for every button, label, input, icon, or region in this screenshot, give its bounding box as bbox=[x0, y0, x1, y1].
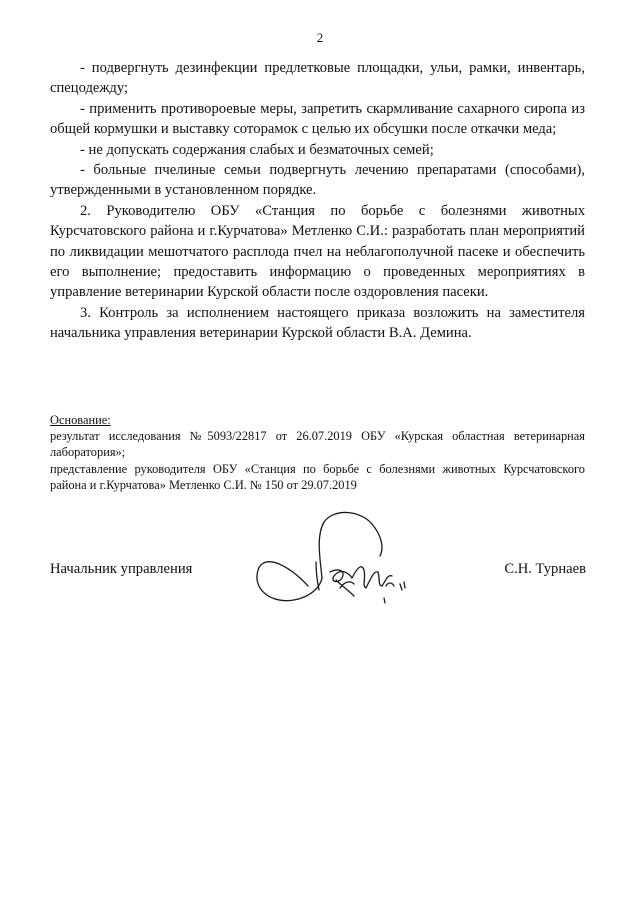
basis-line-lab-result: результат исследования №5093/22817 от 26.07.2019 ОБУ «Курская областная ветеринарная лаборатория»; bbox=[50, 429, 585, 460]
paragraph-weak-colonies: - не допускать содержания слабых и безматочных семей; bbox=[80, 141, 434, 158]
basis-line-station-report: представление руководителя ОБУ «Станция по борьбе с болезнями животных Курсчатовского района и г.Курчатова» Метленко С.И. № 150 от 29.07.2019 bbox=[50, 461, 585, 492]
signatory-title: Начальник управления bbox=[50, 561, 193, 577]
basis-section bbox=[50, 412, 585, 493]
paragraph-disinfection: - подвергнуть дезинфекции предлетковые площадки, ульи, рамки, инвентарь, спецодежду; bbox=[50, 60, 585, 97]
basis-heading: Основание: bbox=[50, 413, 111, 427]
paragraph-anti-swarm: - применить противороевые меры, запретить скармливание сахарного сиропа из общей кормушки и выставку сотoрамок с целью их обсушки после откачки меда; bbox=[50, 100, 585, 138]
handwritten-signature bbox=[250, 508, 420, 613]
document-body bbox=[50, 58, 585, 344]
paragraph-item-3: 3. Контроль за исполнением настоящего приказа возложить на заместителя начальника управления ветеринарии Курской области В.А. Демина. bbox=[50, 304, 585, 342]
page-number: 2 bbox=[316, 30, 324, 45]
paragraph-treatment: - больные пчелиные семьи подвергнуть лечению препаратами (способами), утвержденными в установленном порядке. bbox=[50, 162, 585, 199]
signatory-name: С.Н. Турнаев bbox=[504, 561, 586, 577]
paragraph-item-2: 2. Руководителю ОБУ «Станция по борьбе с болезнями животных Курсчатовского района и г.Курчатова» Метленко С.И.: разработать план мероприятий по ликвидации мешотчатого расплода пчел на неблагополучной пасеке и обеспечить его выполнение; предоставить информацию о проведенных мероприятиях в управление ветеринарии Курской области после оздоровления пасеки. bbox=[50, 202, 585, 301]
